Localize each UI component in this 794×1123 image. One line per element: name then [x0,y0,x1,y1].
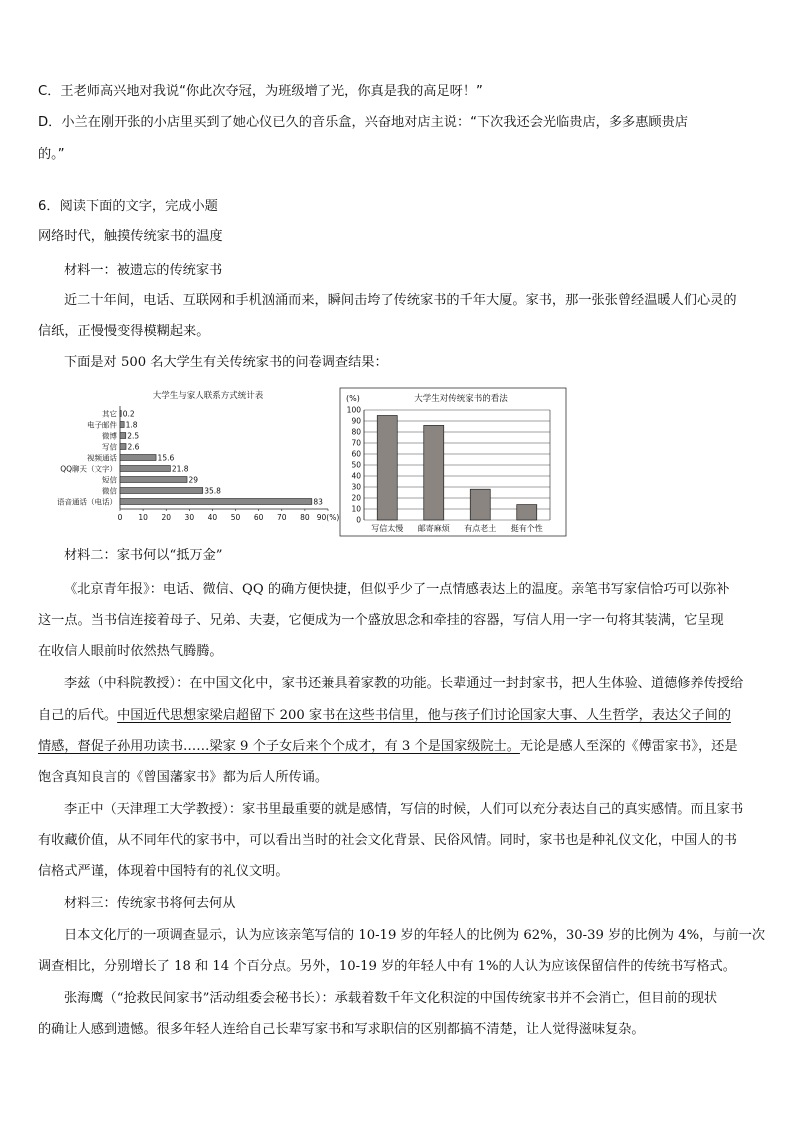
chart1-bar [120,488,203,494]
chart1-category-label: 语音通话（电话） [57,497,117,507]
chart1-x-tick-label: 80 [300,513,310,522]
chart2-category-label: 挺有个性 [510,524,543,533]
chart1-bar [120,411,121,417]
material2-p3-line2: 有收藏价值，从不同年代的家书中，可以看出当时的社会文化背景、民俗风情。同时，家书也是种礼仪文化，中国人的书 [38,833,737,848]
chart1-title: 大学生与家人联系方式统计表 [152,391,264,401]
material3-p2-line1: 张海鹰（“抢救民间家书”活动组委会秘书长）：承载着数千年文化积淀的中国传统家书并不会消亡，但目前的现状 [64,991,718,1006]
material3-p2-line2: 的确让人感到遗憾。很多年轻人连给自己长辈写家书和写求职信的区别都搞不清楚，让人觉得滋味复杂。 [38,1022,645,1037]
chart2-y-tick-label: 80 [351,427,361,437]
material1-p1-line1: 近二十年间，电话、互联网和手机汹涌而来，瞬间击垮了传统家书的千年大厦。家书，那一张张曾经温暖人们心灵的 [64,293,737,308]
chart1-category-label: QQ聊天（文字） [60,464,117,474]
chart2-bar [470,489,490,520]
material2-p1-line1: 《北京青年报》：电话、微信、QQ 的确方便快捷，但似乎少了一点情感表达上的温度。亲笔书写家信恰巧可以弥补 [64,582,730,597]
chart1-x-tick-label: 40 [207,513,218,522]
chart2-y-tick-label: 10 [351,504,361,514]
chart1-value-label: 0.2 [122,409,135,419]
chart1-x-tick-label: 70 [277,513,287,522]
material2-p2-line3 [38,737,758,757]
chart1-x-tick-label: 10 [138,513,148,522]
chart2-y-tick-label: 40 [351,471,361,481]
material3-heading: 材料三：传统家书将何去何从 [64,896,236,911]
material2-p2-underlined-1: 中国近代思想家梁启超留下 200 家书在这些书信里，他与孩子们讨论国家大事、人生哲学，表达父子间的 [117,708,731,723]
chart1-bar [120,466,170,472]
contact-method-chart [30,382,348,540]
chart1-value-label: 35.8 [204,486,221,496]
chart1-category-label: 短信 [102,475,117,485]
material2-p3-line1: 李正中（天津理工大学教授）：家书里最重要的就是感情，写信的时候，人们可以充分表达自己的真实感情。而且家书 [64,802,744,817]
material2-p1-line2: 这一点。当书信连接着母子、兄弟、夫妻，它便成为一个盛放思念和牵挂的容器，写信人用一字一句将其装满，它呈现 [38,613,724,628]
material2-p2-line2-plain: 自己的后代。 [38,708,118,723]
chart1-value-label: 21.8 [171,464,189,474]
chart2-y-tick-label: 90 [351,416,361,426]
material3-p1-line1: 日本文化厅的一项调查显示，认为应该亲笔写信的 10-19 岁的年轻人的比例为 62%，30-39 岁的比例为 4%，与前一次 [64,928,766,943]
chart2-category-label: 写信太慢 [371,524,404,533]
chart1-bar [120,444,126,450]
chart1-x-tick-label: 90(%) [316,513,340,522]
chart1-value-label: 1.8 [125,420,138,430]
material2-p3-line3: 信格式严谨，体现着中国特有的礼仪文明。 [38,864,289,879]
chart2-y-tick-label: 20 [351,493,361,503]
chart1-category-label: 电子邮件 [87,420,117,430]
chart1-x-tick-label: 0 [117,513,123,522]
chart2-y-tick-label: 70 [351,438,361,448]
chart2-bar [517,505,537,520]
material2-p2-line4: 饱含真知良言的《曾国藩家书》都为后人所传诵。 [38,770,329,785]
material2-p1-line3: 在收信人眼前时依然热气腾腾。 [38,644,223,659]
chart1-value-label: 2.6 [127,442,140,452]
chart2-y-tick-label: 60 [351,449,361,459]
option-d-line2: 的。” [38,147,65,162]
chart1-category-label: 视频通话 [87,453,117,463]
material2-p2-line3-plain: 无论是感人至深的《傅雷家书》，还是 [519,739,738,754]
chart2-plot-area [347,406,550,533]
chart2-bar [424,425,444,520]
chart1-value-label: 83 [313,497,323,507]
chart1-category-label: 写信 [102,442,117,452]
material1-p2: 下面是对 500 名大学生有关传统家书的问卷调查结果： [64,355,388,370]
chart1-value-label: 15.6 [157,453,175,463]
chart2-category-label: 邮寄麻烦 [417,524,450,533]
material2-p2-underlined-2: 情感，督促子孙用功读书……梁家 9 个子女后来个个成才，有 3 个是国家级院士。 [38,739,520,754]
material3-p1-line2: 调查相比，分别增长了 18 和 14 个百分点。另外，10-19 岁的年轻人中有 1%的人认为应该保留信件的传统书写格式。 [38,959,736,974]
chart1-plot-area [57,406,339,522]
chart1-category-label: 其它 [102,409,117,419]
chart1-value-label: 2.5 [127,431,140,441]
opinion-chart [338,386,568,538]
chart2-category-label: 有点老土 [464,524,497,533]
chart2-bar [377,416,397,521]
chart1-bar [120,422,124,428]
option-c: C．王老师高兴地对我说“你此次夺冠，为班级增了光，你真是我的高足呀！” [38,84,483,99]
chart1-bar [120,477,187,483]
chart1-x-tick-label: 20 [161,513,171,522]
chart2-y-tick-label: 30 [351,482,361,492]
chart2-ylabel: (%) [346,394,360,403]
chart1-bar [120,455,156,461]
chart1-bar [120,499,312,505]
chart1-x-tick-label: 30 [184,513,195,522]
chart2-y-tick-label: 100 [346,405,361,415]
material2-p2-line2 [38,706,758,726]
chart1-category-label: 微博 [102,431,117,441]
chart1-category-label: 微信 [102,486,117,496]
question-header: 6．阅读下面的文字，完成小题 [38,199,218,214]
chart1-bar [120,433,126,439]
chart2-title: 大学生对传统家书的看法 [414,394,508,404]
passage-title: 网络时代，触摸传统家书的温度 [38,229,223,244]
material2-p2-line1: 李兹（中科院教授）：在中国文化中，家书还兼具着家教的功能。长辈通过一封封家书，把人生体验、道德修养传授给 [64,676,744,691]
material1-heading: 材料一：被遗忘的传统家书 [64,263,223,278]
chart1-x-tick-label: 50 [230,513,241,522]
chart2-y-tick-label: 50 [351,460,361,470]
chart1-value-label: 29 [188,475,199,485]
chart2-y-tick-label: 0 [356,515,361,525]
chart1-x-tick-label: 60 [253,513,264,522]
material2-heading: 材料二：家书何以“抵万金” [64,548,223,563]
option-d-line1: D．小兰在刚开张的小店里买到了她心仪已久的音乐盒，兴奋地对店主说：“下次我还会光临贵店，多多惠顾贵店 [38,115,688,130]
material1-p1-line2: 信纸，正慢慢变得模糊起来。 [38,324,210,339]
